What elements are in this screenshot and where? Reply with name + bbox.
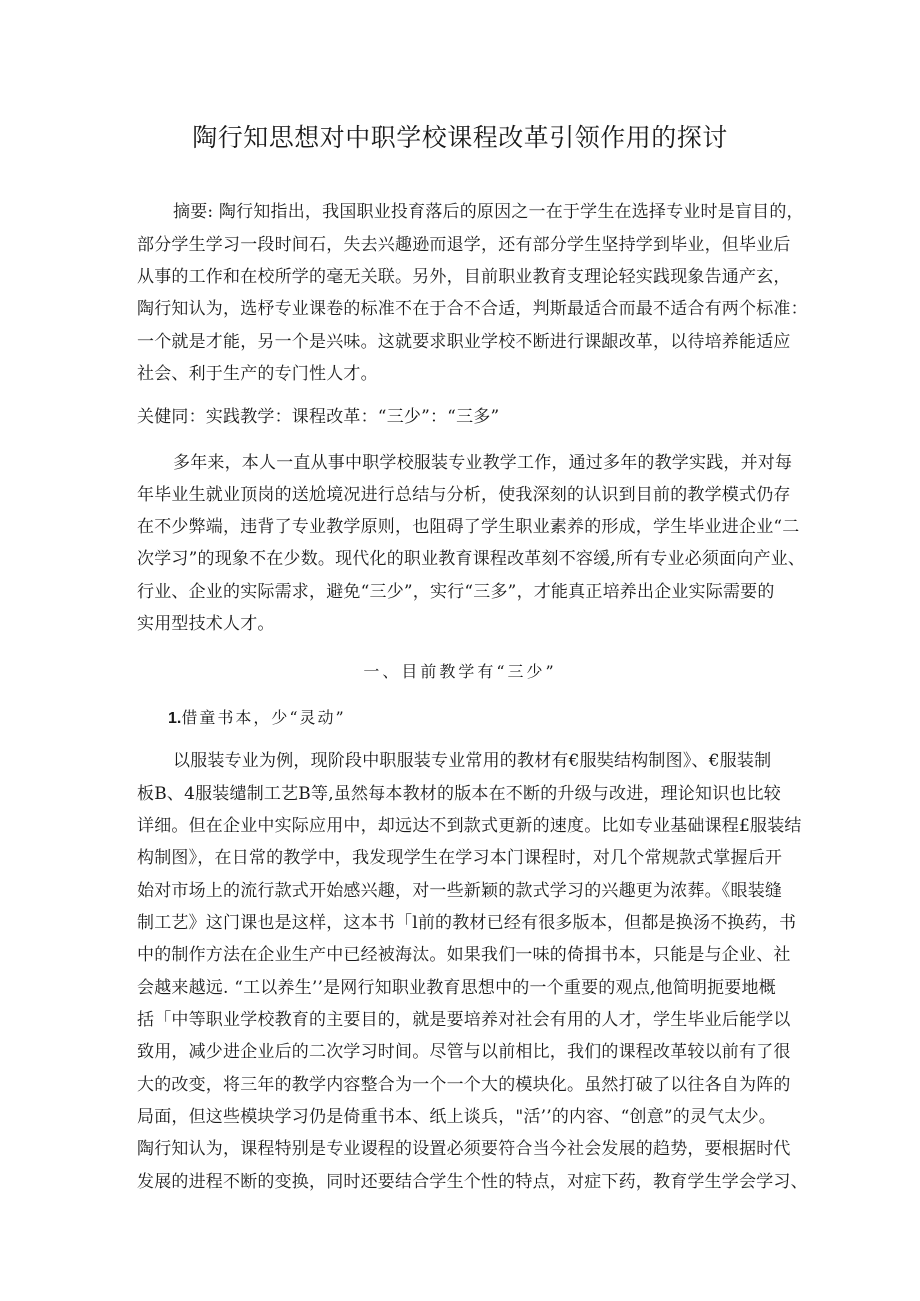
page-title: 陶行知思想对中职学校课程改革引领作用的探讨 <box>192 123 728 152</box>
document-page: 陶行知思想对中职学校课程改革引领作用的探讨 摘要: 陶行知指出，我国职业投育落后的原因之一在于学生在选择专业时是盲目的， 部分学生学习一段时间石，失去兴趣逊而退学，还有部分学生坚持学到毕业，但毕业后 从事的工作和在校所学的毫无关联。另外，目前职业教育支理论轻实践现象告通产玄， 陶行知认为，选杼专业课卷的标准不在于合不合适，判斯最适合而最不适合有两个标准： 一个就是才能，另一个是兴味。这就要求职业学校不断进行课龈改革，以待培养能适应 社会、利于生产的专门性人才。 关健同：实践教学：课程改革：“三少”：“三多” 多年来，本人一直从事中职学校服装专业教学工作，通过多年的教学实践，并对每 年毕业生就业顶岗的送尬境况进行总结与分析，使我深刻的认识到目前的教学模式仍存 在不少弊端，违背了专业教学原则，也阻碍了学生职业素养的形成，学生毕业进企业“二 次学习”的现象不在少数。现代化的职业教育课程改革刻不容缓,所有专业必须面向产业、 行业、企业的实际需求，避免“三少”，实行“三多”，才能真正培养出企业实际需要的 实用型技术人才。 一、目前教学有“三少” 1.借童书本，少“灵动” 以服装专业为例，现阶段中职服装专业常用的教材有€服奘结构制图》、€服装制 板B、4服装缱制工艺B等,虽然每本教材的版本在不断的升级与改进，理论知识也比较 详细。但在企业中实际应用中，却远达不到款式更新的速度。比如专业基础课程£服装结 构制图》，在日常的教学中，我发现学生在学习本门课程时，对几个常规款式掌握后开 始对市场上的流行款式开始感兴趣，对一些新颖的款式学习的兴趣更为浓葬。《眼装缝 制工艺》这门课也是这样，这本书「l前的教材已经有很多版本，但都是换汤不换药，书 中的制作方法在企业生产中已经被海汰。如果我们一味的倚揖书本，只能是与企业、社 会越来越远. “工以养生’’是网行知职业教育思想中的一个重要的观点,他简明扼要地概 括「中等职业学校教育的主要目的，就是要培养对社会有用的人才，学生毕业后能学以 致用，减少进企业后的二次学习时间。尽管与以前相比，我们的课程改革较以前有了很 大的改变，将三年的教学内容整合为一个一个大的模块化。虽然打破了以往各自为阵的 局面，但这些模块学习仍是倚重书本、纸上谈兵，"活’’的内容、“创意”的灵气太少。 陶行知认为，课程特别是专业谡程的设置必须要符合当今社会发展的趋势，要根据时代 发展的进程不断的变换，同时还要结合学生个性的特点，对症下药，教育学生学会学习、 <box>0 0 920 1301</box>
subsection-number: 1. <box>168 710 182 727</box>
subsection-title: 借童书本，少“灵动” <box>181 708 346 727</box>
